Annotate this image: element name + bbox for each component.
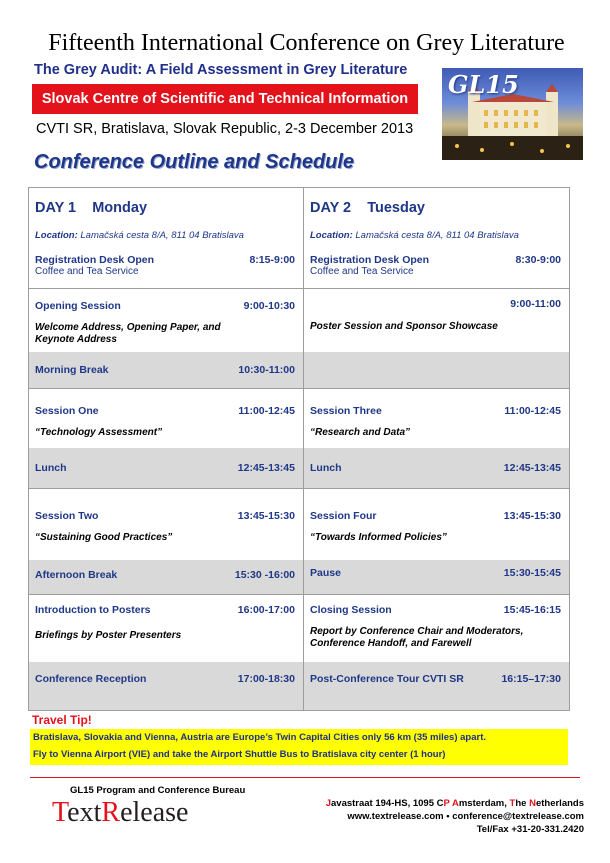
day1-opening-cell [29,288,303,352]
schedule-row-afternoon-break [29,560,569,595]
schedule-row-reception-tour [29,662,569,710]
day2-poster-cell [304,288,569,352]
day1-opening-desc-2: Keynote Address [35,334,117,345]
textrelease-logo: TextRelease [52,797,189,828]
day2-closing: Closing Session [310,604,392,616]
day2-session-four-time: 13:45-15:30 [503,510,561,522]
bureau-label: GL15 Program and Conference Bureau [70,785,246,796]
day2-session-three-desc: “Research and Data” [310,427,411,438]
day1-morning-break-time: 10:30-11:00 [238,364,295,376]
day2-registration-desc: Coffee and Tea Service [310,266,414,277]
day2-poster-time: 9:00-11:00 [510,298,561,310]
day1-location: Location: Lamačská cesta 8/A, 811 04 Bratislava [35,230,244,241]
day1-morning-break: Morning Break [35,364,109,376]
travel-tip-line-1: Bratislava, Slovakia and Vienna, Austria are Europe’s Twin Capital Cities only 56 km (35 miles) apart. [33,732,486,743]
day2-pause-time: 15:30-15:45 [503,567,561,579]
day2-session-four: Session Four [310,510,377,522]
day2-session-four-cell [304,488,569,560]
day2-poster-desc: Poster Session and Sponsor Showcase [310,321,498,332]
day2-session-three-cell [304,388,569,448]
travel-tip-box [30,729,568,765]
gl15-castle-logo [442,68,583,160]
day1-opening-desc-1: Welcome Address, Opening Paper, and [35,322,221,333]
footer-web-email[interactable]: www.textrelease.com • conference@textrelease.com [347,811,584,822]
day1-afternoon-break-cell [29,560,303,594]
day1-session-two-time: 13:45-15:30 [237,510,295,522]
travel-tip-line-2: Fly to Vienna Airport (VIE) and take the Airport Shuttle Bus to Bratislava city center (1 hour) [33,749,446,760]
day2-header-cell [304,188,569,288]
day2-registration-time: 8:30-9:00 [515,254,561,266]
day2-pause: Pause [310,567,341,579]
schedule-row-lunch [29,448,569,489]
day2-session-three-time: 11:00-12:45 [504,405,561,417]
day1-posters: Introduction to Posters [35,604,151,616]
schedule-row-session-1-3 [29,388,569,449]
gl15-logo-text: GL15 [448,70,519,99]
schedule-row-day-header [29,188,569,289]
day2-closing-desc-2: Conference Handoff, and Farewell [310,638,472,649]
day1-posters-desc: Briefings by Poster Presenters [35,630,182,641]
day1-header-cell [29,188,303,288]
day1-reception: Conference Reception [35,673,147,685]
travel-tip-label: Travel Tip! [32,713,92,727]
day2-lunch: Lunch [310,462,342,474]
day2-session-four-desc: “Towards Informed Policies” [310,532,447,543]
day2-closing-time: 15:45-16:15 [503,604,561,616]
footer-address: Javastraat 194-HS, 1095 CP Amsterdam, The Netherlands [325,798,584,809]
day1-registration: Registration Desk Open [35,254,155,266]
day2-location: Location: Lamačská cesta 8/A, 811 04 Bratislava [310,230,519,241]
day2-tour-cell [304,662,569,710]
schedule-row-morning-break [29,352,569,389]
day2-pause-cell [304,560,569,594]
day1-session-one-desc: “Technology Assessment” [35,427,163,438]
day2-title: DAY 2 Tuesday [310,200,425,216]
schedule-row-session-2-4 [29,488,569,561]
day1-reception-cell [29,662,303,710]
day1-posters-time: 16:00-17:00 [237,604,295,616]
day1-session-two-cell [29,488,303,560]
schedule-row-opening [29,288,569,353]
schedule-table [28,187,570,711]
day1-lunch-time: 12:45-13:45 [237,462,295,474]
schedule-row-posters-closing [29,594,569,663]
day2-lunch-cell [304,448,569,488]
day1-afternoon-break-time: 15:30 -16:00 [234,569,295,581]
day1-afternoon-break: Afternoon Break [35,569,118,581]
day1-title: DAY 1 Monday [35,200,148,216]
day1-session-one-cell [29,388,303,448]
schedule-heading: Conference Outline and Schedule [34,151,355,173]
day2-registration: Registration Desk Open [310,254,430,266]
day1-reception-time: 17:00-18:30 [237,673,295,685]
column-divider [303,188,304,710]
day2-session-three: Session Three [310,405,382,417]
day1-registration-desc: Coffee and Tea Service [35,266,139,277]
conference-title: Fifteenth International Conference on Grey Literature [48,30,565,56]
host-banner: Slovak Centre of Scientific and Technical Information [32,84,418,114]
day2-closing-cell [304,594,569,662]
conference-subtitle: The Grey Audit: A Field Assessment in Grey Literature [34,62,408,78]
day1-registration-time: 8:15-9:00 [249,254,295,266]
day1-posters-cell [29,594,303,662]
venue-date-line: CVTI SR, Bratislava, Slovak Republic, 2-3 December 2013 [36,121,414,137]
day2-lunch-time: 12:45-13:45 [503,462,561,474]
day1-session-two-desc: “Sustaining Good Practices” [35,532,173,543]
day2-tour: Post-Conference Tour CVTI SR [310,673,464,685]
day1-opening-time: 9:00-10:30 [243,300,295,312]
footer-telfax: Tel/Fax +31-20-331.2420 [476,824,584,835]
day1-lunch: Lunch [35,462,67,474]
day1-session-one: Session One [35,405,99,417]
day2-tour-time: 16:15–17:30 [501,673,561,685]
day1-opening: Opening Session [35,300,121,312]
footer-divider [30,777,580,778]
day1-session-one-time: 11:00-12:45 [238,405,295,417]
day1-lunch-cell [29,448,303,488]
day2-closing-desc-1: Report by Conference Chair and Moderators, [310,626,524,637]
day1-session-two: Session Two [35,510,99,522]
day1-morning-break-cell [29,352,303,388]
